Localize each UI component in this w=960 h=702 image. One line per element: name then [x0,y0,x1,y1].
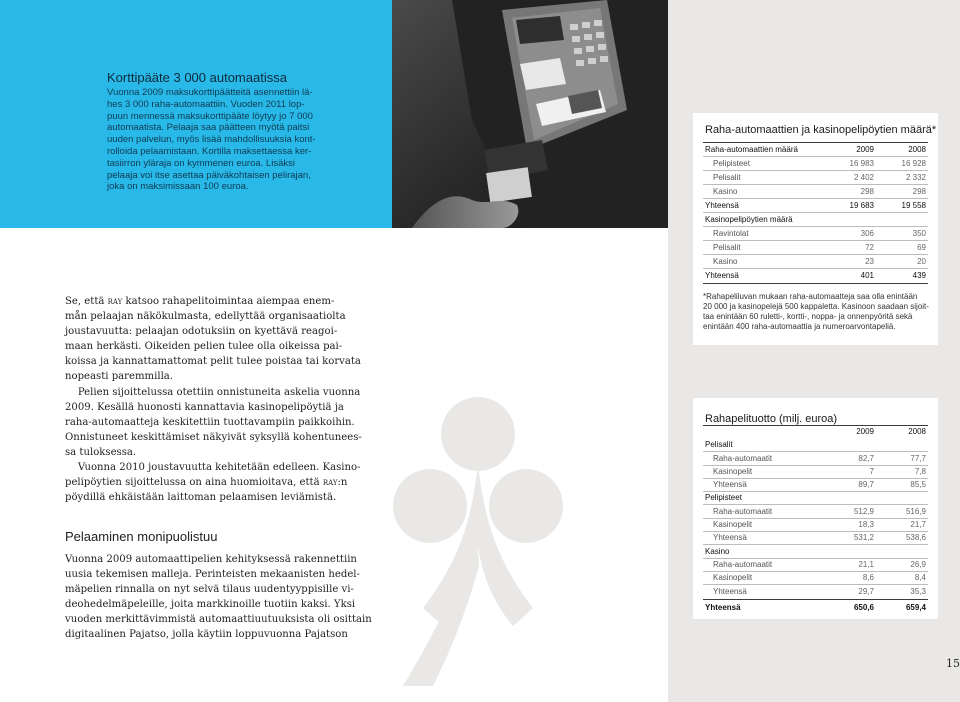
info-line: automaatista. Pelaaja saa päätteen myötä paitsi [107,122,310,134]
table-total-row [703,199,928,212]
value-2008: 85,5 [910,480,926,489]
value-2009: 82,7 [858,454,874,463]
value-2009: 306 [860,229,874,238]
footnote-line: enintään 400 raha-automaattia ja numeroarvontapeliä. [703,322,896,331]
text-run: katsoo rahapelitoimintaa aiempaa enem- [122,296,335,307]
body-text [65,294,360,505]
footnote-line: taa enintään 60 ruletti-, kortti-, noppa- ja onnenpyöritä sekä [703,312,913,321]
value-2008: 77,7 [910,454,926,463]
body-line: deohedelmäpeleille, joita markkinoille tuotiin kaksi. Yksi [65,599,356,611]
body-line: maan herkästi. Oikeiden pelien tulee olla oikeissa pai- [65,341,343,353]
table-row [703,241,928,254]
row-label: Raha-automaatit [713,454,773,463]
table-section-row [703,438,928,451]
row-label: Pelisalit [713,243,741,252]
row-label: Raha-automaatit [713,560,773,569]
value-2009: 7 [869,467,874,476]
value-2008: 7,8 [914,467,926,476]
body-line: raha-automaatteja keskitettiin tuottavampiin paikkoihin. [65,416,355,428]
body-line: sa tuloksessa. [65,446,137,458]
gaming-revenue-table [693,398,938,619]
section-label: Kasinopelipöytien määrä [705,215,793,224]
row-label: Kasino [713,257,738,266]
value-2009: 298 [860,187,874,196]
table-title: Raha-automaattien ja kasinopelipöytien määrä* [705,124,937,136]
row-label: Yhteensä [713,480,747,489]
body-line: Pelien sijoittelussa otettiin onnistuneita askelia vuonna [65,386,361,398]
table-footnote [703,292,933,332]
value-2008: 19 558 [901,201,926,210]
footnote-line: *Rahapeliluvan mukaan raha-automaatteja saa olla enintään [703,292,918,301]
section-heading: Pelaaminen monipuolistuu [65,529,218,544]
value-2008: 439 [912,271,926,280]
table-total-row [703,269,928,282]
body-line [65,294,360,309]
value-2008: 350 [912,229,926,238]
body-line: 2009. Kesällä huonosti kannattavia kasinopelipöytiä ja [65,401,344,413]
value-2009: 29,7 [858,587,874,596]
text-run: pelipöytien sijoittelussa on aina huomioitava, että [65,477,323,489]
table-row [703,157,928,170]
row-label: Kasinopelit [713,520,753,529]
info-line: puun mennessä maksukorttipääte löytyy jo 7 000 [107,110,313,122]
value-2009: 16 983 [849,159,874,168]
table-row [703,452,928,465]
table-rule [703,283,928,284]
body-line: Onnistuneet keskittämiset näkyivät syksyllä kohentunees- [65,431,362,443]
table-row [703,185,928,198]
footnote-line: 20 000 ja kasinopelejä 500 kappaletta. Kasinoon saadaan sijoit- [703,302,929,311]
table-row [703,478,928,491]
value-2008: 298 [912,187,926,196]
section-label: Pelipisteet [705,493,742,502]
body-line: nopeasti paremmilla. [65,371,174,383]
row-label: Raha-automaatit [713,507,773,516]
value-2008: 26,9 [910,560,926,569]
table-row [703,518,928,531]
row-label: Yhteensä [705,603,741,612]
table-row [703,531,928,544]
row-label: Pelisalit [713,173,741,182]
body-line [65,475,360,490]
info-box-text [107,87,342,193]
section-label: Pelisalit [705,440,733,449]
value-2009: 8,6 [862,573,874,582]
table-section-row [703,545,928,558]
value-2009: 21,1 [858,560,874,569]
table-section-row [703,491,928,504]
table-grand-total-row [703,601,928,614]
value-2009: 650,6 [853,603,874,612]
info-line: hes 3 000 raha-automaattiin. Vuoden 2011 lop- [107,98,305,110]
table-header-row [703,425,928,438]
row-label: Kasino [713,187,738,196]
body-line: pöydillä ehkäistään laittoman pelaamisen leviämistä. [65,492,337,504]
value-2008: 2 332 [905,173,926,182]
value-2008: 21,7 [910,520,926,529]
value-2008: 20 [917,257,926,266]
value-2008: 659,4 [905,603,926,612]
value-2008: 35,3 [910,587,926,596]
section-body-text [65,552,372,643]
card-terminal-photo [392,0,668,228]
value-2008: 69 [917,243,926,252]
body-line: vuoden merkittävimmistä automaattiuutuuksista oli osittain [65,614,372,626]
year-2009-header: 2009 [856,427,874,436]
info-line: joka on maksimissaan 100 euroa. [107,181,249,193]
row-label: Ravintolat [713,229,749,238]
table-section-row [703,213,928,226]
row-label: Yhteensä [713,533,747,542]
table-row [703,227,928,240]
body-line: digitaalinen Pajatso, jolla käytiin loppuvuonna Pajatson [65,629,348,641]
value-2009: 72 [865,243,874,252]
info-line: pelaaja voi itse asettaa päiväkohtaisen pelirajan, [107,169,311,181]
value-2009: 89,7 [858,480,874,489]
text-run: :n [337,477,348,489]
row-label: Pelipisteet [713,159,750,168]
info-box-title: Korttipääte 3 000 automaatissa [107,70,287,85]
value-2009: 2 402 [853,173,874,182]
year-2008-header: 2008 [908,145,926,154]
body-line: Vuonna 2010 joustavuutta kehitetään edelleen. Kasino- [65,462,361,474]
body-line: Vuonna 2009 automaattipelien kehityksessä rakennettiin [65,554,357,565]
card-terminal-illustration [392,0,668,228]
page-number: 15 [946,657,960,670]
row-label: Yhteensä [713,587,747,596]
ray-abbrev: ray [322,477,338,489]
row-label: Yhteensä [705,201,739,210]
table-header-row [703,143,928,156]
table-row [703,505,928,518]
value-2009: 23 [865,257,874,266]
body-line: uusia tekemisen malleja. Perinteisten mekaanisten hedel- [65,569,360,581]
info-line: Vuonna 2009 maksukorttipäätteitä asennettiin lä- [107,87,313,98]
table-rule [703,599,928,600]
value-2009: 19 683 [849,201,874,210]
info-line: tasiirron yläraja on kymmenen euroa. Lisäksi [107,157,295,169]
table-row [703,571,928,584]
row-label: Kasinopelit [713,573,753,582]
value-2008: 516,9 [905,507,926,516]
value-2008: 538,6 [905,533,926,542]
table-row [703,558,928,571]
info-line: uuden palvelun, myös lisää mahdollisuuksia kont- [107,134,316,146]
table-row [703,585,928,598]
table-row [703,255,928,268]
text-run: Se, että [65,296,108,307]
year-2009-header: 2009 [856,145,874,154]
year-2008-header: 2008 [908,427,926,436]
table-row [703,465,928,478]
value-2008: 16 928 [901,159,926,168]
body-line: mäpelien rinnalla on nyt selvä tilaus uudentyyppisille vi- [65,584,354,596]
row-label: Kasinopelit [713,467,753,476]
value-2009: 18,3 [858,520,874,529]
ray-abbrev: ray [107,296,123,307]
clover-logo-graphic [393,396,563,686]
table-title: Rahapelituotto (milj. euroa) [705,413,838,425]
body-line: koissa ja kannattamattomat pelit tulee poistaa tai korvata [65,356,361,368]
value-2009: 512,9 [853,507,874,516]
body-line: joustavuutta: pelaajan odotuksiin on kyettävä reagoi- [65,326,338,338]
value-2009: 531,2 [853,533,874,542]
info-line: rolloida pelaamistaan. Kortilla maksettaessa ker- [107,145,312,157]
value-2009: 401 [860,271,874,280]
table-row [703,171,928,184]
body-line: mån pelaajan näkökulmasta, edellyttää organisaatiolta [65,311,346,323]
row-label: Yhteensä [705,271,739,280]
table-header-label: Raha-automaattien määrä [705,145,798,154]
value-2008: 8,4 [914,573,926,582]
section-label: Kasino [705,547,730,556]
